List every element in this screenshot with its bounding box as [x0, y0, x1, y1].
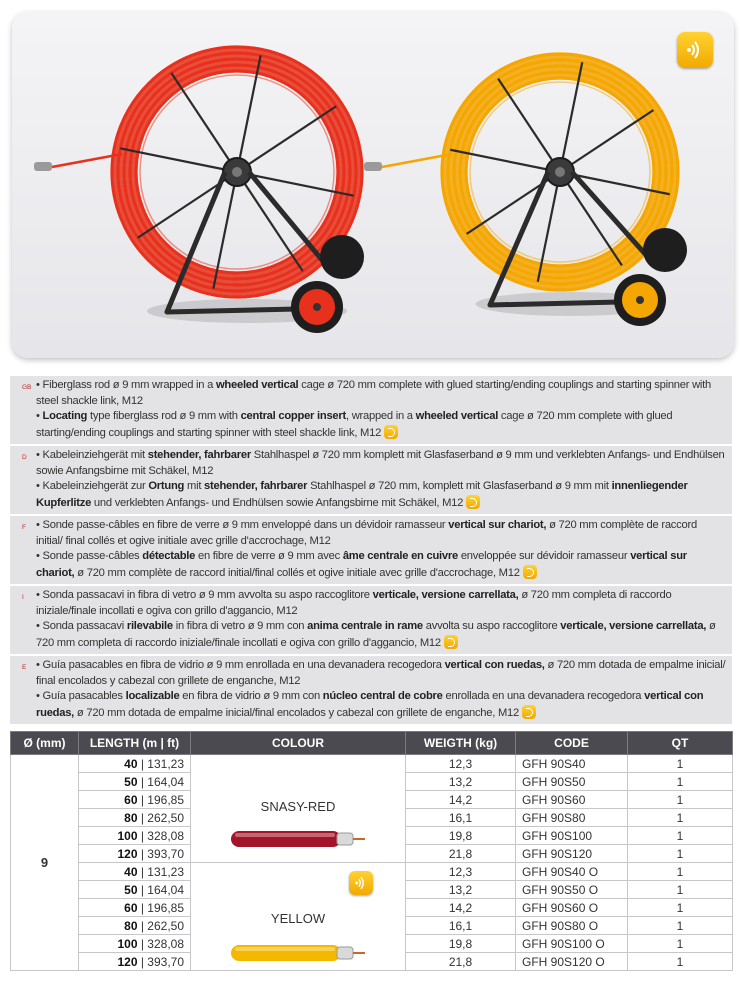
description-text: • Sonda passacavi in fibra di vetro ø 9 mm avvolta su aspo raccoglitore [36, 589, 373, 601]
length-cell [79, 755, 191, 773]
code-cell: GFH 90S100 [516, 827, 628, 845]
description-line [36, 689, 726, 721]
qt-cell: 1 [628, 827, 733, 845]
table-header-row [11, 732, 733, 755]
length-separator: | [137, 864, 148, 879]
header-code: CODE [516, 732, 628, 755]
length-ft: 164,04 [147, 882, 184, 897]
length-separator: | [137, 918, 148, 933]
reels-illustration [12, 12, 734, 358]
description-text: mit [184, 480, 205, 492]
emphasis-text: vertical con ruedas, [444, 659, 545, 671]
description-block-d [10, 446, 732, 516]
length-separator: | [137, 954, 148, 969]
description-text: ø 720 mm completa di raccordo iniziale/finale incollati e ogiva con grillo d'aggancio, M12 [36, 620, 716, 649]
language-code: F [22, 524, 26, 531]
description-block-f [10, 516, 732, 586]
length-separator: | [137, 828, 148, 843]
length-cell [79, 809, 191, 827]
emphasis-text: anima centrale in rame [307, 620, 423, 632]
language-code: D [22, 454, 27, 461]
code-cell: GFH 90S50 [516, 773, 628, 791]
length-cell [79, 845, 191, 863]
emphasis-text: localizable [125, 690, 180, 702]
description-block-i [10, 586, 732, 656]
code-cell: GFH 90S50 O [516, 881, 628, 899]
cable-sample-icon [229, 825, 369, 853]
length-separator: | [137, 936, 148, 951]
qt-cell: 1 [628, 881, 733, 899]
colour-cell [191, 755, 406, 863]
qt-cell: 1 [628, 917, 733, 935]
length-separator: | [137, 846, 148, 861]
length-m: 40 [124, 864, 138, 879]
length-ft: 131,23 [147, 756, 184, 771]
weight-cell: 13,2 [406, 881, 516, 899]
description-line [36, 378, 726, 409]
length-separator: | [137, 756, 148, 771]
reel-1-hub-cap [232, 167, 242, 177]
description-text: ø 720 mm complète de raccord initial/ final collés et ogive initiale avec grille d'accrochage, M12 [36, 519, 697, 547]
qt-cell: 1 [628, 809, 733, 827]
reel-2-rod-tip [364, 162, 382, 171]
length-m: 50 [124, 774, 138, 789]
description-text: • Sonde passe-câbles en fibre de verre ø 9 mm enveloppé dans un dévidoir ramasseur [36, 519, 449, 531]
description-text: Stahlhaspel ø 720 mm, komplett mit Glasfaserband ø 9 mm mit [307, 480, 612, 492]
colour-name: SNASY-RED [260, 799, 336, 814]
description-text: • Guía pasacables en fibra de vidrio ø 9 mm enrollada en una devanadera recogedora [36, 659, 445, 671]
weight-cell: 21,8 [406, 953, 516, 971]
diameter-cell: 9 [11, 755, 79, 971]
weight-cell: 14,2 [406, 791, 516, 809]
description-text: ø 720 mm dotada de empalme inicial/final encolados y cabezal con grillete de enganche, M12 [74, 706, 519, 719]
emphasis-text: âme centrale en cuivre [342, 550, 458, 562]
description-line [36, 479, 726, 511]
emphasis-text: vertical sur chariot, [448, 519, 547, 531]
emphasis-text: verticale, versione carrellata, [560, 620, 707, 632]
signal-waves-icon [353, 875, 369, 891]
specification-table [10, 731, 733, 971]
length-m: 60 [124, 792, 138, 807]
header-colour: COLOUR [191, 732, 406, 755]
header-length: LENGTH (m | ft) [79, 732, 191, 755]
weight-cell: 14,2 [406, 899, 516, 917]
length-m: 120 [117, 954, 138, 969]
reel-1-front-wheel-hub [313, 303, 321, 311]
length-m: 40 [124, 756, 138, 771]
description-text: ø 720 mm complète de raccord initial/final collés et ogive initiale avec grille d'accrochage, M12 [74, 566, 520, 579]
language-code: E [22, 664, 27, 671]
length-separator: | [137, 774, 148, 789]
emphasis-text: rilevabile [126, 620, 173, 632]
code-cell: GFH 90S80 [516, 809, 628, 827]
weight-cell: 16,1 [406, 809, 516, 827]
emphasis-text: détectable [142, 550, 196, 562]
product-photo-panel [12, 12, 734, 358]
description-text: enrollada en una devanadera recogedora [442, 690, 645, 702]
signal-waves-icon [684, 39, 706, 61]
description-text: en fibra de vidrio ø 9 mm con [179, 690, 323, 702]
description-text: • Guía pasacables [36, 690, 126, 702]
language-code: GB [22, 384, 32, 391]
weight-cell: 16,1 [406, 917, 516, 935]
length-ft: 393,70 [147, 846, 184, 861]
description-line [36, 588, 726, 619]
emphasis-text: wheeled vertical [215, 379, 299, 391]
emphasis-text: Locating [42, 410, 88, 422]
description-text: enveloppée sur dévidoir ramasseur [457, 550, 631, 562]
length-ft: 262,50 [147, 810, 184, 825]
length-cell [79, 899, 191, 917]
code-cell: GFH 90S60 O [516, 899, 628, 917]
qt-cell: 1 [628, 773, 733, 791]
reel-2-spoke [560, 110, 653, 172]
description-text: avvolta su aspo raccoglitore [422, 620, 561, 632]
detectable-signal-icon [384, 425, 398, 439]
length-ft: 262,50 [147, 918, 184, 933]
description-text: cage ø 720 mm complete with glued starting/ending couplings and starting spinner with steel shackle link, M12 [36, 410, 673, 439]
reel-1-spoke [171, 73, 237, 172]
description-text: • [36, 410, 43, 422]
description-block-e [10, 656, 732, 726]
code-cell: GFH 90S120 [516, 845, 628, 863]
length-cell [79, 935, 191, 953]
description-line [36, 409, 726, 441]
code-cell: GFH 90S40 [516, 755, 628, 773]
length-separator: | [137, 810, 148, 825]
reel-1-rod-tip [34, 162, 52, 171]
weight-cell: 21,8 [406, 845, 516, 863]
description-text: • Fiberglass rod ø 9 mm wrapped in a [36, 379, 216, 391]
length-m: 50 [124, 882, 138, 897]
code-cell: GFH 90S40 O [516, 863, 628, 881]
length-ft: 328,08 [147, 936, 184, 951]
description-line [36, 619, 726, 651]
emphasis-text: stehender, fahrbarer [147, 449, 251, 461]
emphasis-text: wheeled vertical [415, 410, 499, 422]
table-row [11, 755, 733, 773]
description-text: • Sonda passacavi [36, 620, 127, 632]
emphasis-text: vertical con ruedas, [36, 690, 704, 719]
code-cell: GFH 90S100 O [516, 935, 628, 953]
length-ft: 164,04 [147, 774, 184, 789]
length-m: 100 [117, 828, 138, 843]
length-separator: | [137, 882, 148, 897]
emphasis-text: núcleo central de cobre [322, 690, 443, 702]
emphasis-text: vertical sur chariot, [36, 550, 687, 579]
description-text: • Kabeleinziehgerät zur [36, 480, 149, 492]
header-diameter: Ø (mm) [11, 732, 79, 755]
weight-cell: 13,2 [406, 773, 516, 791]
description-text: en fibre de verre ø 9 mm avec [195, 550, 343, 562]
reel-2-front-wheel-hub [636, 296, 644, 304]
length-cell [79, 863, 191, 881]
cable-sample-icon [229, 939, 369, 967]
description-line [36, 658, 726, 689]
table-row [11, 863, 733, 881]
detectable-signal-icon [522, 705, 536, 719]
header-weight: WEIGTH (kg) [406, 732, 516, 755]
weight-cell: 12,3 [406, 755, 516, 773]
qt-cell: 1 [628, 863, 733, 881]
description-line [36, 518, 726, 549]
detectable-signal-icon [523, 565, 537, 579]
qt-cell: 1 [628, 953, 733, 971]
length-ft: 196,85 [147, 792, 184, 807]
description-block-gb [10, 376, 732, 446]
description-text: ø 720 mm dotada de empalme inicial/ final encolados y cabezal con grillete de enganche, M12 [36, 659, 726, 687]
language-code: I [22, 594, 24, 601]
qt-cell: 1 [628, 935, 733, 953]
qt-cell: 1 [628, 791, 733, 809]
detectable-badge [349, 871, 373, 895]
description-line [36, 448, 726, 479]
reel-2-hub-cap [555, 167, 565, 177]
length-cell [79, 881, 191, 899]
length-ft: 196,85 [147, 900, 184, 915]
detectable-badge [677, 32, 713, 68]
reel-1-spoke [237, 106, 336, 172]
description-text: type fiberglass rod ø 9 mm with [87, 410, 241, 422]
reel-2-spoke [498, 79, 560, 172]
qt-cell: 1 [628, 899, 733, 917]
qt-cell: 1 [628, 755, 733, 773]
colour-cell [191, 863, 406, 971]
header-qt: QT [628, 732, 733, 755]
emphasis-text: central copper insert [240, 410, 346, 422]
length-cell [79, 917, 191, 935]
length-ft: 328,08 [147, 828, 184, 843]
description-text: und verklebten Anfangs- und Endhülsen sowie Anfangsbirne mit Schäkel, M12 [91, 496, 464, 509]
emphasis-text: verticale, versione carrellata, [372, 589, 519, 601]
weight-cell: 12,3 [406, 863, 516, 881]
code-cell: GFH 90S120 O [516, 953, 628, 971]
length-separator: | [137, 792, 148, 807]
emphasis-text: Ortung [148, 480, 185, 492]
description-text: , wrapped in a [345, 410, 416, 422]
reel-1-rear-wheel [320, 235, 364, 279]
emphasis-text: innenliegender Kupferlitze [36, 480, 688, 509]
colour-name: YELLOW [270, 911, 326, 926]
description-text: Stahlhaspel ø 720 mm komplett mit Glasfaserband ø 9 mm und verklebten Anfangs- und Endhülsen sowie Anfangsbirne mit Schäkel, M12 [36, 449, 725, 477]
length-ft: 131,23 [147, 864, 184, 879]
code-cell: GFH 90S80 O [516, 917, 628, 935]
length-cell [79, 773, 191, 791]
description-text: ø 720 mm completa di raccordo iniziale/finale incollati e ogiva con grillo d'aggancio, M12 [36, 589, 672, 617]
product-descriptions [10, 376, 732, 719]
length-cell [79, 791, 191, 809]
emphasis-text: stehender, fahrbarer [204, 480, 308, 492]
description-text: • Kabeleinziehgerät mit [36, 449, 148, 461]
length-cell [79, 827, 191, 845]
description-text: • Sonde passe-câbles [36, 550, 143, 562]
length-m: 80 [124, 810, 138, 825]
length-m: 60 [124, 900, 138, 915]
reel-2-rear-wheel [643, 228, 687, 272]
qt-cell: 1 [628, 845, 733, 863]
description-line [36, 549, 726, 581]
length-m: 120 [117, 846, 138, 861]
length-m: 100 [117, 936, 138, 951]
length-cell [79, 953, 191, 971]
description-text: cage ø 720 mm complete with glued starting/ending couplings and starting spinner with steel shackle link, M12 [36, 379, 711, 407]
detectable-signal-icon [444, 635, 458, 649]
weight-cell: 19,8 [406, 827, 516, 845]
weight-cell: 19,8 [406, 935, 516, 953]
description-text: in fibra di vetro ø 9 mm con [172, 620, 308, 632]
length-m: 80 [124, 918, 138, 933]
detectable-signal-icon [466, 495, 480, 509]
code-cell: GFH 90S60 [516, 791, 628, 809]
length-separator: | [137, 900, 148, 915]
length-ft: 393,70 [147, 954, 184, 969]
